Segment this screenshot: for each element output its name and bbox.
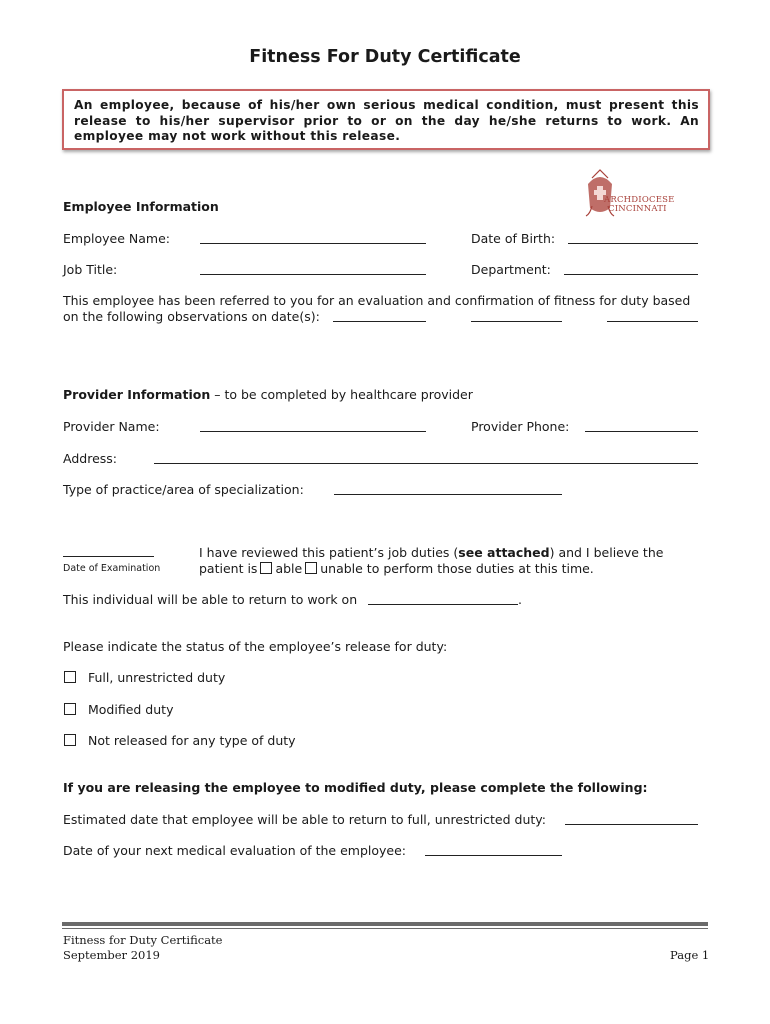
provider-info-heading (63, 387, 473, 402)
provider-phone-label: Provider Phone: (471, 419, 570, 434)
job-title-label: Job Title: (63, 262, 118, 277)
footer-rule (62, 922, 708, 926)
modified-duty-checkbox[interactable] (64, 703, 76, 715)
employee-name-field[interactable] (200, 243, 426, 244)
footer-page-number: Page 1 (670, 948, 710, 962)
review-pre: I have reviewed this patient’s job duties ( (199, 545, 459, 560)
unable-checkbox[interactable] (305, 562, 317, 574)
practice-field[interactable] (334, 494, 562, 495)
next-eval-label: Date of your next medical evaluation of the employee: (63, 843, 407, 858)
employee-name-label: Employee Name: (63, 231, 170, 246)
provider-heading-suffix: – to be completed by healthcare provider (210, 387, 473, 402)
department-label: Department: (471, 262, 551, 277)
notice-text: An employee, because of his/her own serious medical condition, must present this release to his/her supervisor prior to or on the day he/she returns to work. An employee may not work without this release. (74, 98, 699, 144)
exam-date-label: Date of Examination (63, 563, 161, 574)
able-label: able (275, 561, 303, 576)
department-field[interactable] (564, 274, 698, 275)
review-statement-line2 (199, 561, 594, 576)
return-to-work-text: This individual will be able to return to work on (63, 592, 358, 607)
full-duty-label: Full, unrestricted duty (88, 670, 226, 685)
page-title: Fitness For Duty Certificate (249, 47, 521, 67)
footer-doc-name: Fitness for Duty Certificate (63, 933, 223, 947)
not-released-label: Not released for any type of duty (88, 733, 296, 748)
logo-line2: CINCINNATI (608, 204, 667, 214)
address-field[interactable] (154, 463, 698, 464)
dob-field[interactable] (568, 243, 698, 244)
logo-line1: ARCHDIOCESE (604, 195, 675, 205)
footer-date: September 2019 (63, 948, 160, 962)
modified-duty-label: Modified duty (88, 702, 174, 717)
estimated-date-label: Estimated date that employee will be able to return to full, unrestricted duty: (63, 812, 546, 827)
return-period: . (518, 592, 522, 607)
provider-name-field[interactable] (200, 431, 426, 432)
next-eval-field[interactable] (425, 855, 562, 856)
observation-date-field-2[interactable] (471, 321, 562, 322)
archdiocese-logo (580, 168, 680, 218)
unable-label: unable to perform those duties at this time. (320, 561, 594, 576)
address-label: Address: (63, 451, 117, 466)
modified-duty-heading: If you are releasing the employee to modified duty, please complete the following: (63, 780, 648, 795)
referral-text-line1: This employee has been referred to you for an evaluation and confirmation of fitness for duty based (63, 293, 691, 308)
provider-phone-field[interactable] (585, 431, 698, 432)
estimated-date-field[interactable] (565, 824, 698, 825)
not-released-checkbox[interactable] (64, 734, 76, 746)
review-bold: see attached (458, 545, 550, 560)
patient-is-text: patient is (199, 561, 258, 576)
able-checkbox[interactable] (260, 562, 272, 574)
notice-box (62, 89, 710, 150)
practice-label: Type of practice/area of specialization: (63, 482, 304, 497)
footer-rule-thin (62, 928, 708, 929)
review-post: ) and I believe the (549, 545, 664, 560)
employee-info-heading: Employee Information (63, 199, 219, 214)
release-prompt: Please indicate the status of the employee’s release for duty: (63, 639, 448, 654)
referral-text-line2: on the following observations on date(s): (63, 309, 320, 324)
return-to-work-date-field[interactable] (368, 604, 518, 605)
dob-label: Date of Birth: (471, 231, 556, 246)
provider-heading-bold: Provider Information (63, 387, 211, 402)
exam-date-field[interactable] (63, 556, 154, 557)
provider-name-label: Provider Name: (63, 419, 160, 434)
observation-date-field-1[interactable] (333, 321, 426, 322)
job-title-field[interactable] (200, 274, 426, 275)
full-duty-checkbox[interactable] (64, 671, 76, 683)
review-statement-line1 (199, 545, 663, 560)
observation-date-field-3[interactable] (607, 321, 698, 322)
